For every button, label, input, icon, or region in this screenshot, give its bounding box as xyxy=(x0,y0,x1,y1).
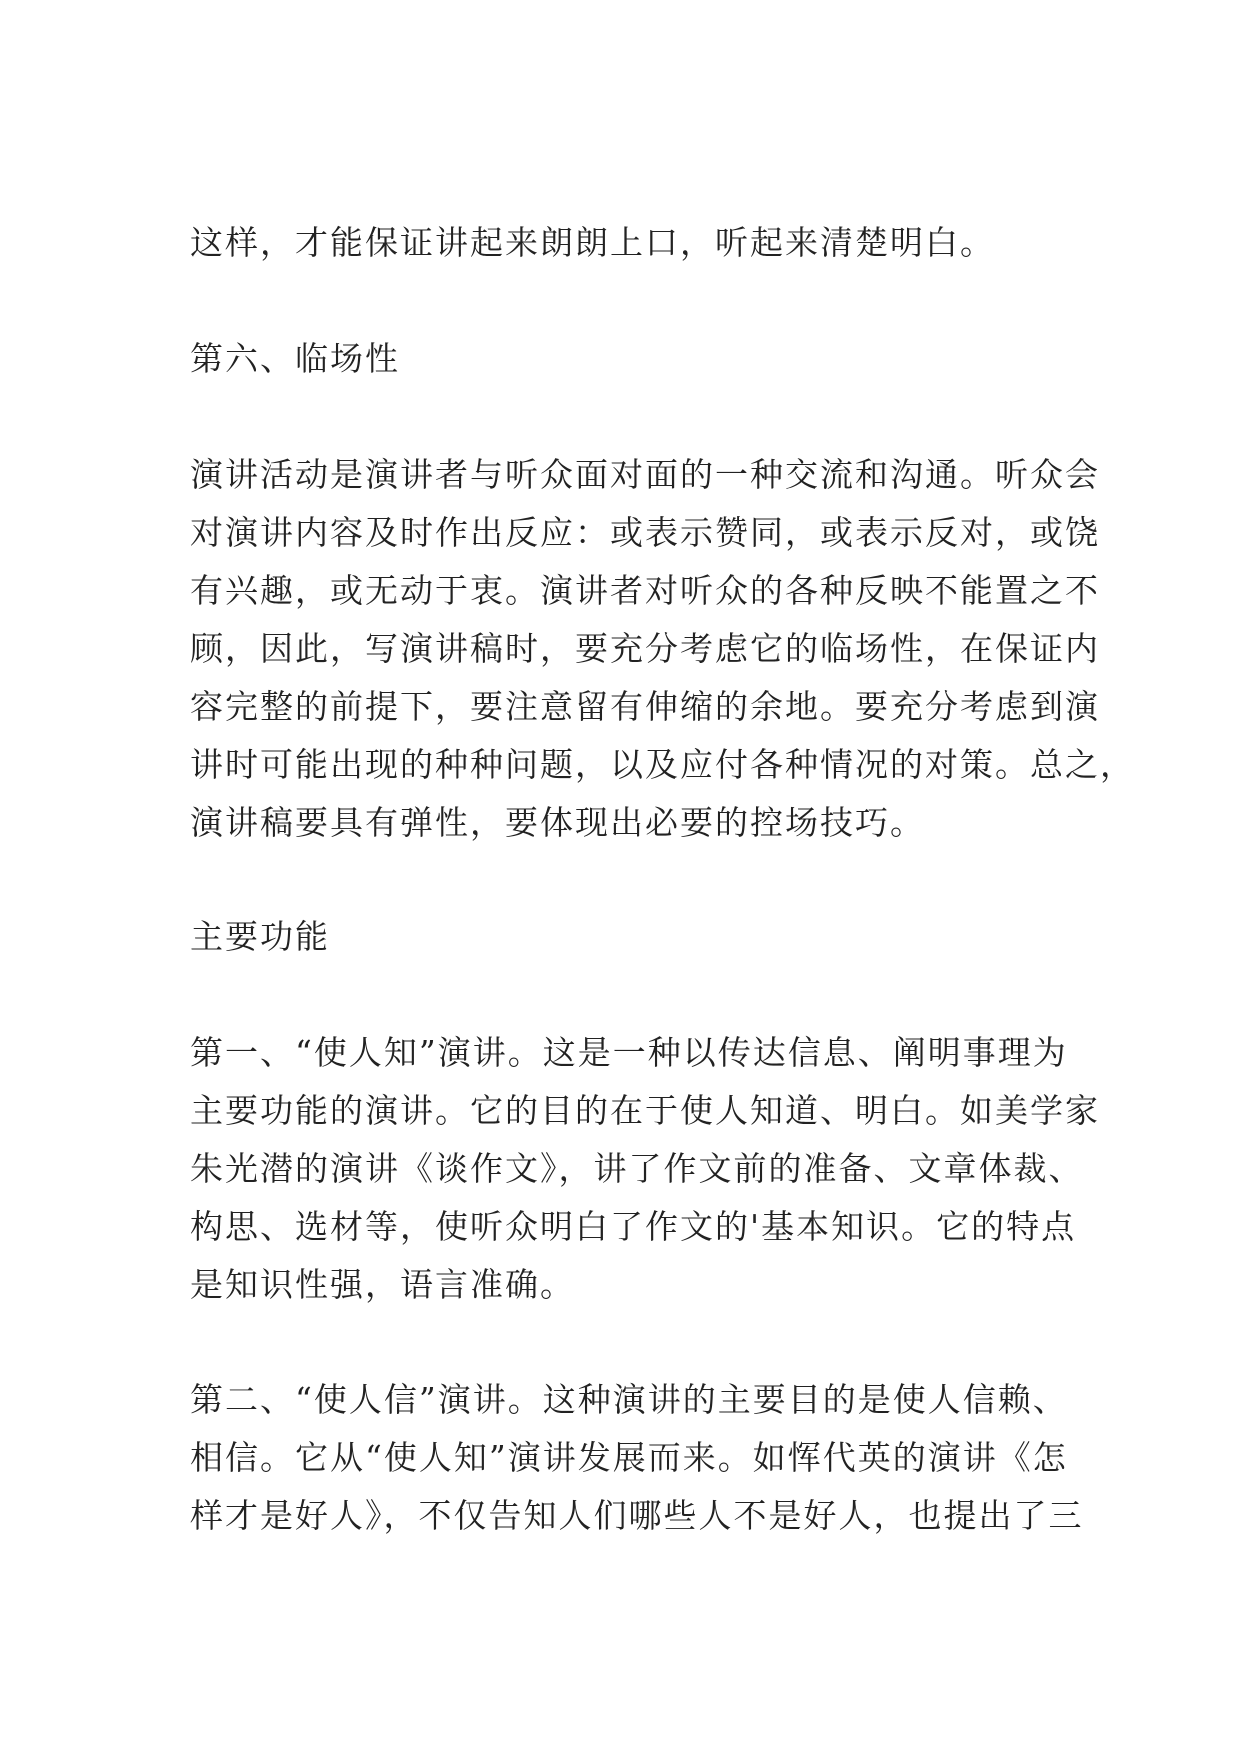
text-line: 有兴趣，或无动于衷。演讲者对听众的各种反映不能置之不 xyxy=(190,571,1100,610)
section-heading-zhuyaogongneng xyxy=(190,908,1060,966)
text-line: 主要功能的演讲。它的目的在于使人知道、明白。如美学家 xyxy=(190,1091,1100,1130)
text-line: 是知识性强，语言准确。 xyxy=(190,1265,575,1304)
text-line: 样才是好人》，不仅告知人们哪些人不是好人，也提出了三 xyxy=(190,1496,1084,1535)
text-line: 朱光潜的演讲《谈作文》，讲了作文前的准备、文章体裁、 xyxy=(190,1149,1084,1188)
text-line: 这样，才能保证讲起来朗朗上口，听起来清楚明白。 xyxy=(190,223,995,262)
text-line: 第二、“使人信”演讲。这种演讲的主要目的是使人信赖、 xyxy=(190,1380,1068,1419)
text-line: 相信。它从“使人知”演讲发展而来。如恽代英的演讲《怎 xyxy=(190,1438,1068,1477)
heading-text: 第六、临场性 xyxy=(190,339,400,378)
text-line: 演讲活动是演讲者与听众面对面的一种交流和沟通。听众会 xyxy=(190,455,1100,494)
paragraph-continuation xyxy=(190,214,1060,272)
text-line: 讲时可能出现的种种问题，以及应付各种情况的对策。总之， xyxy=(190,745,1135,784)
text-line: 顾，因此，写演讲稿时，要充分考虑它的临场性，在保证内 xyxy=(190,629,1100,668)
heading-text: 主要功能 xyxy=(190,917,330,956)
text-line: 演讲稿要具有弹性，要体现出必要的控场技巧。 xyxy=(190,803,925,842)
text-line: 容完整的前提下，要注意留有伸缩的余地。要充分考虑到演 xyxy=(190,687,1100,726)
text-line: 对演讲内容及时作出反应：或表示赞同，或表示反对，或饶 xyxy=(190,513,1100,552)
text-line: 第一、“使人知”演讲。这是一种以传达信息、阐明事理为 xyxy=(190,1033,1068,1072)
section-heading-linchangxing xyxy=(190,330,1060,388)
text-line: 构思、选材等，使听众明白了作文的'基本知识。它的特点 xyxy=(190,1207,1077,1246)
paragraph-shirenxin xyxy=(190,1371,1084,1545)
paragraph-shirenzhi xyxy=(190,1024,1100,1314)
paragraph-linchangxing xyxy=(190,446,1135,852)
